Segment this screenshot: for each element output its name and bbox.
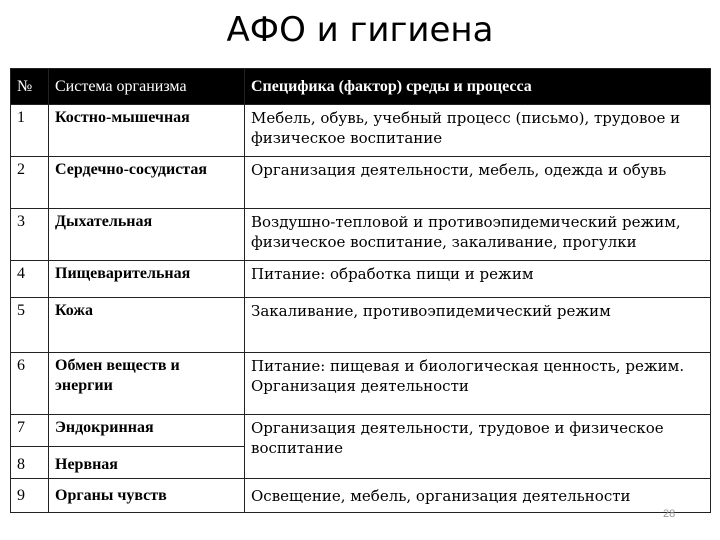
row-number: 3	[11, 209, 49, 261]
row-system: Сердечно-сосудистая	[49, 157, 245, 209]
row-factor: Закаливание, противоэпидемический режим	[245, 298, 711, 353]
row-factor: Питание: пищевая и биологическая ценность, режим. Организация деятельности	[245, 353, 711, 415]
row-number: 6	[11, 353, 49, 415]
table-row	[11, 415, 711, 447]
table-row	[11, 209, 711, 261]
table-header-row	[11, 69, 711, 105]
afo-table	[10, 68, 711, 513]
row-factor: Мебель, обувь, учебный процесс (письмо), трудовое и физическое воспитание	[245, 105, 711, 157]
row-system: Дыхательная	[49, 209, 245, 261]
row-number: 5	[11, 298, 49, 353]
row-system: Эндокринная	[49, 415, 245, 447]
table-row	[11, 157, 711, 209]
header-number: №	[11, 69, 49, 105]
row-factor: Воздушно-тепловой и противоэпидемический режим, физическое воспитание, закаливание, прогулки	[245, 209, 711, 261]
header-system: Система организма	[49, 69, 245, 105]
row-system: Органы чувств	[49, 479, 245, 513]
row-system: Пищеварительная	[49, 261, 245, 298]
row-number: 9	[11, 479, 49, 513]
table-row	[11, 298, 711, 353]
row-system: Костно-мышечная	[49, 105, 245, 157]
slide-number: 28	[663, 508, 676, 520]
table-row	[11, 261, 711, 298]
table-row	[11, 105, 711, 157]
row-factor: Освещение, мебель, организация деятельности	[245, 479, 711, 513]
row-factor: Организация деятельности, мебель, одежда и обувь	[245, 157, 711, 209]
table-row	[11, 353, 711, 415]
row-factor-merged: Организация деятельности, трудовое и физическое воспитание	[245, 415, 711, 479]
row-number: 2	[11, 157, 49, 209]
table-row	[11, 479, 711, 513]
row-system: Обмен веществ и энергии	[49, 353, 245, 415]
row-factor: Питание: обработка пищи и режим	[245, 261, 711, 298]
row-number: 4	[11, 261, 49, 298]
row-number: 8	[11, 447, 49, 479]
row-number: 7	[11, 415, 49, 447]
header-factor: Специфика (фактор) среды и процесса	[245, 69, 711, 105]
row-number: 1	[11, 105, 49, 157]
row-system: Кожа	[49, 298, 245, 353]
slide-title: АФО и гигиена	[226, 10, 494, 50]
row-system: Нервная	[49, 447, 245, 479]
